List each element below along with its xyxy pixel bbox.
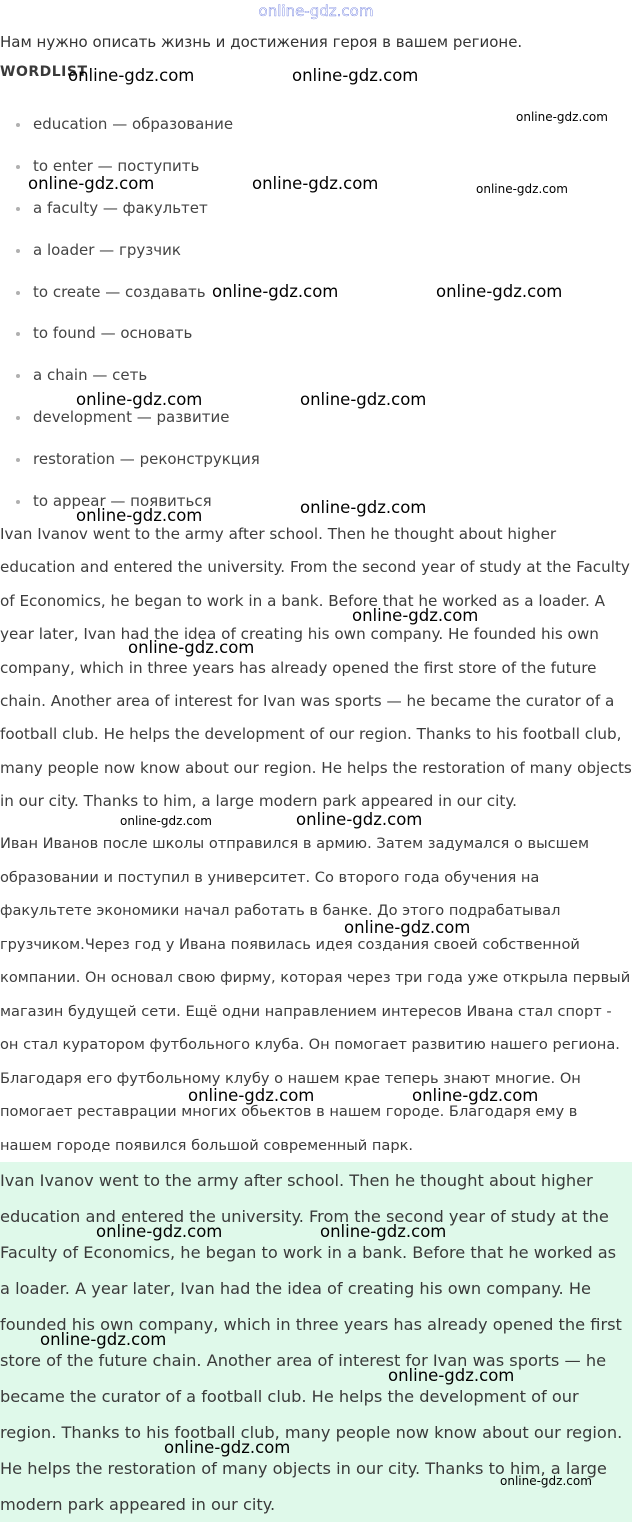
wordlist bbox=[0, 104, 260, 523]
list-item: to create — создавать bbox=[0, 272, 260, 314]
wordlist-title: WORDLIST bbox=[0, 64, 88, 80]
watermark: online-gdz.com bbox=[292, 66, 419, 85]
intro-text: Нам нужно описать жизнь и достижения героя в вашем регионе. bbox=[0, 33, 523, 51]
watermark: online-gdz.com bbox=[96, 1222, 223, 1241]
watermark: online-gdz.com bbox=[412, 1086, 539, 1105]
russian-translation: Иван Иванов после школы отправился в армию. Затем задумался о высшем образовании и поступил в университет. Со второго года обучения на факультете экономики начал работать в банке. До этого подрабатывал грузчиком.Через год у Ивана появилась идея создания своей собственной компании. Он основал свою фирму, которая через три года уже открыла первый магазин будущей сети. Ещё одни направлением интересов Ивана стал спорт - он стал куратором футбольного клуба. Он помогает развитию нашего региона. Благодаря его футбольному клубу о нашем крае теперь знают многие. Он помогает реставрации многих обьектов в нашем городе. Благодаря ему в нашем городе появился большой современный парк. bbox=[0, 835, 631, 1154]
watermark: online-gdz.com bbox=[320, 1222, 447, 1241]
list-item: restoration — реконструкция bbox=[0, 439, 260, 481]
header-watermark: online-gdz.com bbox=[258, 2, 374, 20]
watermark: online-gdz.com bbox=[28, 174, 155, 193]
watermark: online-gdz.com bbox=[76, 506, 203, 525]
watermark: online-gdz.com bbox=[252, 174, 379, 193]
watermark: online-gdz.com bbox=[212, 282, 339, 301]
english-text: Ivan Ivanov went to the army after school. Then he thought about higher education and entered the university. From the second year of study at the Faculty of Economics, he began to work in a bank. Before that he worked as a loader. A year later, Ivan had the idea of creating his own company. He founded his own company, which in three years has already opened the first store of the future chain. Another area of interest for Ivan was sports — he became the curator of a football club. He helps the development of our region. Thanks to his football club, many people now know about our region. He helps the restoration of many objects in our city. Thanks to him, a large modern park appeared in our city. bbox=[0, 525, 632, 811]
watermark: online-gdz.com bbox=[68, 66, 195, 85]
watermark: online-gdz.com bbox=[40, 1330, 167, 1349]
watermark: online-gdz.com bbox=[164, 1438, 291, 1457]
list-item: development — развитие bbox=[0, 397, 260, 439]
list-item: to appear — появиться bbox=[0, 481, 260, 523]
answer-text: Ivan Ivanov went to the army after school. Then he thought about higher education and entered the university. From the second year of study at the Faculty of Economics, he began to work in a bank. Before that he worked as a loader. A year later, Ivan had the idea of creating his own company. He founded his own company, which in three years has already opened the first store of the future chain. Another area of interest for Ivan was sports — he became the curator of a football club. He helps the development of our region. Thanks to his football club, many people now know about our region. He helps the restoration of many objects in our city. Thanks to him, a large modern park appeared in our city. bbox=[0, 1171, 623, 1514]
list-item: a loader — грузчик bbox=[0, 230, 260, 272]
watermark: online-gdz.com bbox=[516, 110, 608, 124]
list-item: to enter — поступить bbox=[0, 146, 260, 188]
watermark: online-gdz.com bbox=[500, 1474, 592, 1488]
watermark: online-gdz.com bbox=[76, 390, 203, 409]
watermark: online-gdz.com bbox=[188, 1086, 315, 1105]
watermark: online-gdz.com bbox=[476, 182, 568, 196]
list-item: a faculty — факультет bbox=[0, 188, 260, 230]
watermark: online-gdz.com bbox=[352, 606, 479, 625]
watermark: online-gdz.com bbox=[388, 1366, 515, 1385]
watermark: online-gdz.com bbox=[296, 810, 423, 829]
watermark: online-gdz.com bbox=[436, 282, 563, 301]
watermark: online-gdz.com bbox=[344, 918, 471, 937]
watermark: online-gdz.com bbox=[300, 498, 427, 517]
list-item: to found — основать bbox=[0, 313, 260, 355]
watermark: online-gdz.com bbox=[300, 390, 427, 409]
list-item: a chain — сеть bbox=[0, 355, 260, 397]
watermark: online-gdz.com bbox=[128, 638, 255, 657]
watermark: online-gdz.com bbox=[120, 814, 212, 828]
list-item: education — образование bbox=[0, 104, 260, 146]
